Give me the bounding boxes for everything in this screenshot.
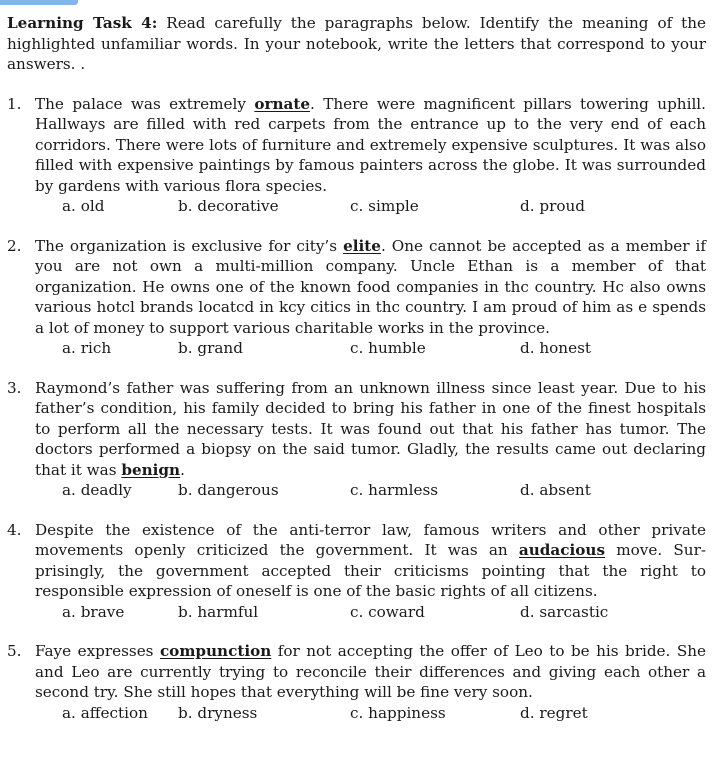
question-2 [7, 236, 706, 359]
keyword: elite [343, 236, 381, 255]
instructions [7, 13, 706, 75]
question-5 [7, 641, 706, 723]
choice-a[interactable]: a. deadly [62, 481, 132, 499]
question-text: Raymond’s father was suffering from an unknown illness since least year. Due to his father’s condition, his family decided to bring his father in one of the finest hospitals to perform all the necessary tests. It was found out that his father has tumor. The doctors performed a biopsy on the said tumor. Gladly, the results came out declaring that it was benign. [35, 378, 706, 479]
choice-c[interactable]: c. simple [350, 197, 419, 215]
question-4 [7, 520, 706, 623]
question-number: 3. [7, 378, 22, 397]
choice-a[interactable]: a. rich [62, 339, 112, 357]
question-number: 5. [7, 642, 22, 660]
question-text: Despite the existence of the anti-terror law, famous writers and other private movements openly criticized the government. It was an audacious move. Sur-prisingly, the government accepted their criticisms pointing that the right to responsible expression of oneself is one of the basic rights of all citizens. [35, 520, 706, 600]
choice-d[interactable]: d. absent [520, 481, 591, 499]
keyword: compunction [159, 642, 272, 660]
choice-c[interactable]: c. happiness [350, 703, 446, 722]
choices [35, 480, 706, 501]
choice-d[interactable]: d. proud [520, 197, 586, 215]
choice-c[interactable]: c. humble [350, 339, 426, 357]
choice-b[interactable]: b. decorative [178, 197, 279, 215]
question-number: 2. [7, 236, 22, 255]
choices [35, 602, 706, 623]
keyword: ornate [254, 94, 311, 113]
choice-b[interactable]: b. harmful [178, 602, 259, 621]
choice-b[interactable]: b. dryness [178, 703, 258, 722]
choice-c[interactable]: c. coward [350, 602, 425, 621]
choice-a[interactable]: a. old [62, 197, 105, 215]
choice-d[interactable]: d. regret [520, 703, 588, 722]
choices [35, 196, 706, 217]
choices [35, 703, 706, 724]
choice-d[interactable]: d. honest [520, 339, 591, 357]
choice-c[interactable]: c. harmless [350, 481, 439, 499]
question-3 [7, 378, 706, 501]
choice-a[interactable]: a. brave [62, 602, 125, 621]
question-text: Faye expresses compunction for not accepting the offer of Leo to be his bride. She and Leo are currently trying to reconcile their differences and giving each other a second try. She still hopes that everything will be fine very soon. [35, 642, 706, 701]
choice-a[interactable]: a. affection [62, 703, 148, 722]
highlight-marker [0, 0, 78, 5]
keyword: benign [121, 460, 181, 479]
question-1 [7, 94, 706, 217]
instructions-text: Read carefully the paragraphs below. Identify the meaning of the highlighted unfamiliar words. In your notebook, write the letters that correspond to your answers. . [7, 14, 706, 73]
question-text: The palace was extremely ornate. There were magnificent pillars towering uphill. Hallways are filled with red carpets from the entrance up to the very end of each corridors. There were lots of furniture and extremely expensive sculptures. It was also filled with expensive paintings by famous painters across the globe. It was surrounded by gardens with various flora species. [35, 94, 706, 195]
question-text: The organization is exclusive for city’s elite. One cannot be accepted as a member if you are not own a multi-million company. Uncle Ethan is a member of that organization. He owns one of the known food companies in thc country. Hc also owns various hotcl brands locatcd in kcy citics in thc country. I am proud of him as e spends a lot of money to support various charitable works in the province. [35, 236, 706, 337]
question-number: 4. [7, 520, 22, 539]
choice-b[interactable]: b. dangerous [178, 481, 279, 499]
question-number: 1. [7, 94, 22, 113]
choice-b[interactable]: b. grand [178, 339, 243, 357]
keyword: audacious [518, 541, 606, 559]
task-label: Learning Task 4: [7, 14, 158, 32]
choices [35, 338, 706, 359]
choice-d[interactable]: d. sarcastic [520, 602, 609, 621]
